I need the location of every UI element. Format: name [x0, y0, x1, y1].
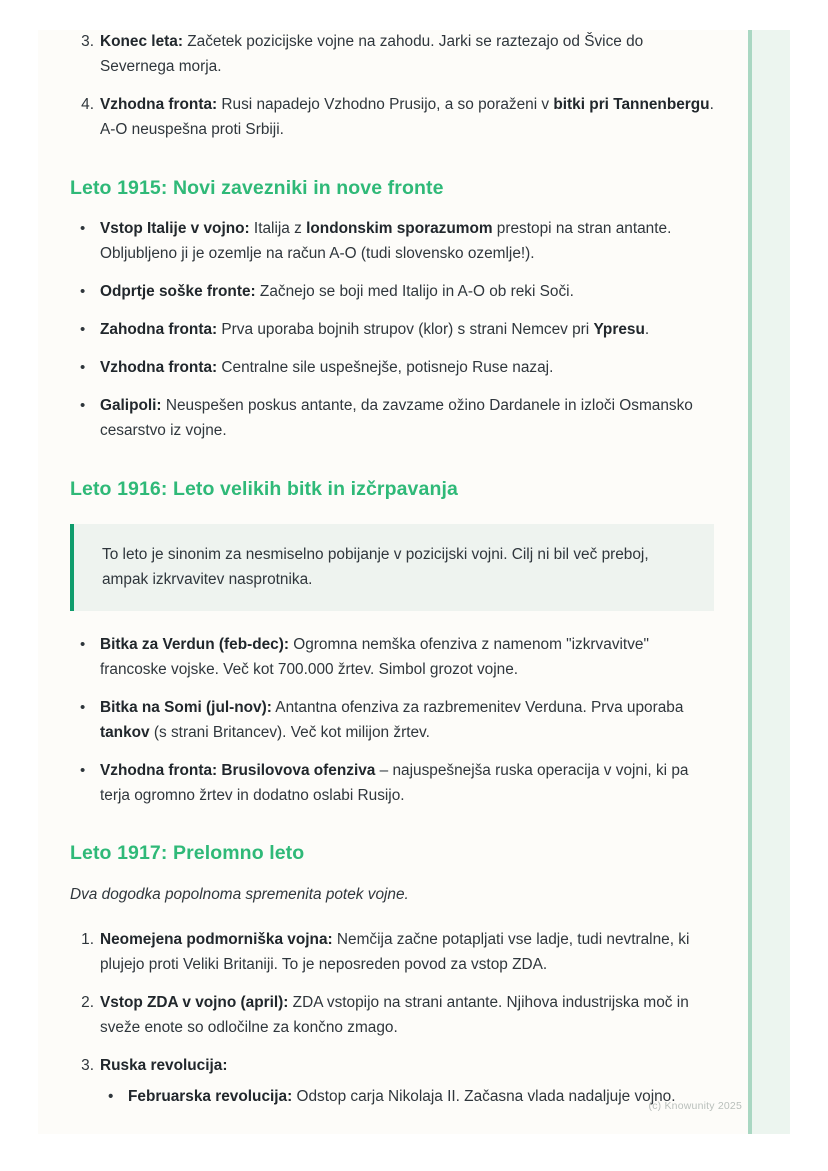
bullet-icon: •	[80, 321, 86, 339]
list-item-tail: . A-O neuspešna proti Srbiji.	[100, 95, 714, 138]
bullet-icon: •	[80, 283, 86, 301]
bullet-icon: •	[80, 761, 86, 779]
list-item-emphasis: Ypresu	[593, 321, 645, 339]
list-1914-continued	[70, 30, 714, 143]
list-item-lead: Zahodna fronta:	[100, 321, 218, 339]
list-item-lead: Neomejena podmorniška vojna:	[100, 931, 333, 949]
list-marker: 3.	[81, 1056, 94, 1074]
callout-blockquote: To leto je sinonim za nesmiselno pobijanje v pozicijski vojni. Cilj ni bil več preboj, ampak izkrvavitev nasprotnika.	[70, 524, 714, 611]
list-1916	[70, 633, 714, 809]
list-item-lead: Vzhodna fronta:	[100, 359, 218, 377]
bullet-icon: •	[80, 397, 86, 415]
list-item	[70, 696, 714, 746]
list-item-body: Neuspešen poskus antante, da zavzame ožino Dardanele in izloči Osmansko cesarstvo iz vojne.	[100, 397, 693, 440]
list-1917	[70, 928, 714, 1110]
list-item-emphasis: tankov	[100, 723, 150, 741]
list-item-body: ZDA vstopijo na strani antante. Njihova industrijska moč in sveže enote so odločilne za končno zmago.	[100, 993, 689, 1036]
list-item-body: – najuspešnejša ruska operacija v vojni, ki pa terja ogromno žrtev in dodatno oslabi Rusijo.	[100, 761, 689, 804]
bullet-icon: •	[80, 220, 86, 238]
list-marker: 2.	[81, 993, 94, 1011]
right-green-rail	[748, 30, 790, 1134]
list-item-lead: Konec leta:	[100, 33, 183, 50]
list-item	[70, 217, 714, 267]
section-note: Dva dogodka popolnoma spremenita potek vojne.	[70, 886, 409, 904]
list-item	[70, 30, 714, 80]
list-item	[70, 991, 714, 1041]
list-item-body: Rusi napadejo Vzhodno Prusijo, a so poraženi v	[217, 95, 554, 113]
watermark-credit: (c) Knowunity 2025	[648, 1100, 742, 1112]
list-item	[70, 318, 714, 343]
document-content	[38, 30, 744, 1134]
list-item-body: Italija z	[249, 220, 307, 238]
list-item-lead: Vstop Italije v vojno:	[100, 220, 250, 238]
list-item-lead: Vstop ZDA v vojno (april):	[100, 993, 289, 1011]
bullet-icon: •	[80, 359, 86, 377]
list-item-tail: prestopi na stran antante. Obljubljeno ji je ozemlje na račun A-O (tudi slovensko ozemlje!).	[100, 220, 672, 263]
list-item-lead: Vzhodna fronta: Brusilovova ofenziva	[100, 761, 376, 779]
list-item	[70, 1054, 714, 1110]
list-item-body: Prva uporaba bojnih strupov (klor) s strani Nemcev pri	[217, 321, 594, 339]
list-item	[70, 280, 714, 305]
list-item	[70, 93, 714, 143]
list-item-emphasis: bitki pri Tannenbergu	[553, 95, 710, 113]
list-item-body: Začnejo se boji med Italijo in A-O ob reki Soči.	[255, 283, 574, 301]
list-item	[70, 928, 714, 978]
list-item-lead: Bitka za Verdun (feb-dec):	[100, 635, 289, 653]
list-1915	[70, 217, 714, 444]
list-item-body: Začetek pozicijske vojne na zahodu. Jarki se raztezajo od Švice do Severnega morja.	[100, 33, 644, 75]
list-item-tail: .	[644, 321, 650, 339]
list-item-body: Centralne sile uspešnejše, potisnejo Ruse nazaj.	[217, 359, 554, 377]
list-item-body: Antantna ofenziva za razbremenitev Verduna. Prva uporaba	[271, 698, 684, 716]
list-item	[70, 759, 714, 809]
heading-1915: Leto 1915: Novi zavezniki in nove fronte	[70, 176, 444, 199]
list-marker: 3.	[81, 33, 94, 50]
heading-1917: Leto 1917: Prelomno leto	[70, 842, 305, 865]
list-item-emphasis: londonskim sporazumom	[306, 220, 493, 238]
list-item-body: Odstop carja Nikolaja II. Začasna vlada nadaljuje vojno.	[292, 1087, 676, 1105]
list-marker: 4.	[81, 95, 94, 113]
list-item	[70, 356, 714, 381]
list-item-lead: Ruska revolucija:	[100, 1056, 228, 1074]
bullet-icon: •	[80, 698, 86, 716]
list-item-lead: Galipoli:	[100, 397, 162, 415]
list-marker: 1.	[81, 931, 94, 949]
list-item-body: Nemčija začne potapljati vse ladje, tudi nevtralne, ki plujejo proti Veliki Britaniji. To je neposreden povod za vstop ZDA.	[100, 931, 690, 973]
bullet-icon: •	[108, 1087, 114, 1105]
list-item	[100, 1085, 714, 1110]
list-item-lead: Bitka na Somi (jul-nov):	[100, 698, 272, 716]
list-item-body: Ogromna nemška ofenziva z namenom "izkrvavitve" francoske vojske. Več kot 700.000 žrtev. Simbol grozot vojne.	[100, 635, 649, 678]
bullet-icon: •	[80, 635, 86, 653]
list-item-lead: Februarska revolucija:	[128, 1087, 293, 1105]
list-item	[70, 633, 714, 683]
heading-1916: Leto 1916: Leto velikih bitk in izčrpavanja	[70, 478, 458, 501]
list-item	[70, 394, 714, 444]
document-sheet	[38, 30, 790, 1134]
list-item-lead: Vzhodna fronta:	[100, 95, 218, 113]
sub-list-ruska-revolucija	[100, 1085, 714, 1110]
list-item-lead: Odprtje soške fronte:	[100, 283, 256, 301]
list-item-tail: (s strani Britancev). Več kot milijon žrtev.	[149, 723, 430, 741]
